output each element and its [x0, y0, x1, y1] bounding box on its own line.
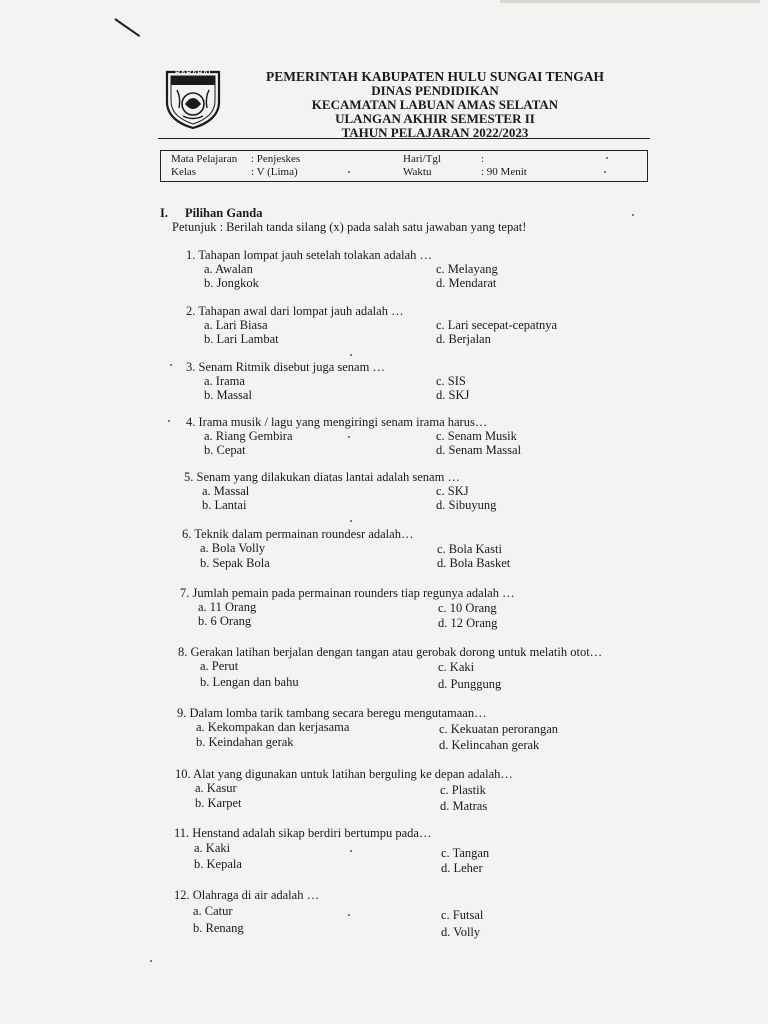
option-c: c. Senam Musik	[436, 429, 517, 443]
mapel-label: Mata Pelajaran	[171, 153, 238, 165]
scan-speck	[150, 960, 152, 962]
scan-speck	[168, 420, 170, 422]
option-c: c. Plastik	[440, 783, 486, 797]
option-c: c. Lari secepat-cepatnya	[436, 318, 558, 332]
waktu-label: Waktu	[403, 166, 432, 178]
option-c: c. Bola Kasti	[437, 542, 502, 556]
scan-speck	[606, 157, 608, 159]
option-d: d. Bola Basket	[437, 556, 511, 570]
scan-speck	[170, 364, 172, 366]
option-c: c. Kaki	[438, 660, 475, 674]
kelas-label: Kelas	[171, 166, 197, 178]
question-stem: 10. Alat yang digunakan untuk latihan berguling ke depan adalah…	[175, 767, 513, 781]
option-d: d. Mendarat	[436, 276, 497, 290]
scan-speck	[604, 171, 606, 173]
option-a: a. Kekompakan dan kerjasama	[196, 720, 350, 734]
question-stem: 9. Dalam lomba tarik tambang secara beregu mengutamaan…	[177, 706, 487, 720]
question-stem: 6. Teknik dalam permainan roundesr adalah…	[182, 527, 414, 541]
option-b: b. Lari Lambat	[204, 332, 279, 346]
option-a: a. 11 Orang	[198, 600, 257, 614]
logo-text: BARABAI	[175, 70, 211, 77]
option-b: b. 6 Orang	[198, 614, 252, 628]
option-c: c. Tangan	[441, 846, 490, 860]
question-stem: 1. Tahapan lompat jauh setelah tolakan adalah …	[186, 248, 433, 262]
option-b: b. Lantai	[202, 498, 247, 512]
question-stem: 5. Senam yang dilakukan diatas lantai adalah senam …	[184, 470, 460, 484]
option-d: d. Senam Massal	[436, 443, 522, 457]
scan-speck	[348, 436, 350, 438]
option-d: d. SKJ	[436, 388, 470, 402]
option-c: c. Futsal	[441, 908, 484, 922]
option-a: a. Kaki	[194, 841, 231, 855]
option-a: a. Bola Volly	[200, 541, 266, 555]
letterhead	[240, 70, 630, 140]
header-line-2: DINAS PENDIDIKAN	[371, 83, 499, 98]
header-line-3: KECAMATAN LABUAN AMAS SELATAN	[311, 97, 559, 112]
waktu-value: : 90 Menit	[481, 166, 527, 178]
option-b: b. Cepat	[204, 443, 246, 457]
instruction-text: Petunjuk : Berilah tanda silang (x) pada salah satu jawaban yang tepat!	[172, 220, 527, 234]
scan-speck	[350, 850, 352, 852]
scan-speck	[348, 914, 350, 916]
scan-speck	[350, 520, 352, 522]
option-b: b. Massal	[204, 388, 252, 402]
header-line-4: ULANGAN AKHIR SEMESTER II	[335, 111, 535, 126]
pen-mark	[114, 18, 140, 37]
option-c: c. Kekuatan perorangan	[439, 722, 559, 736]
option-c: c. SKJ	[436, 484, 469, 498]
hari-label: Hari/Tgl	[403, 153, 441, 165]
scan-speck	[350, 354, 352, 356]
scan-smudge	[500, 0, 760, 3]
question-stem: 8. Gerakan latihan berjalan dengan tangan atau gerobak dorong untuk melatih otot…	[178, 645, 603, 659]
exam-info-box	[160, 150, 648, 182]
question-stem: 12. Olahraga di air adalah …	[174, 888, 320, 902]
option-d: d. 12 Orang	[438, 616, 498, 630]
option-b: b. Kepala	[194, 857, 242, 871]
kelas-value: : V (Lima)	[251, 166, 298, 178]
option-c: c. Melayang	[436, 262, 498, 276]
option-b: b. Karpet	[195, 796, 242, 810]
section-title: Pilihan Ganda	[185, 206, 263, 220]
option-b: b. Jongkok	[204, 276, 259, 290]
option-d: d. Kelincahan gerak	[439, 738, 540, 752]
option-d: d. Punggung	[438, 677, 502, 691]
option-b: b. Renang	[193, 921, 244, 935]
question-stem: 11. Henstand adalah sikap berdiri bertumpu pada…	[174, 826, 432, 840]
option-c: c. SIS	[436, 374, 466, 388]
option-d: d. Sibuyung	[436, 498, 497, 512]
header-rule	[158, 138, 650, 139]
hari-value: :	[481, 153, 485, 165]
option-a: a. Awalan	[204, 262, 253, 276]
question-stem: 4. Irama musik / lagu yang mengiringi senam irama harus…	[186, 415, 488, 429]
question-stem: 3. Senam Ritmik disebut juga senam …	[186, 360, 385, 374]
option-d: d. Volly	[441, 925, 481, 939]
option-a: a. Irama	[204, 374, 245, 388]
section-number: I.	[160, 206, 168, 220]
option-a: a. Riang Gembira	[204, 429, 293, 443]
option-d: d. Berjalan	[436, 332, 491, 346]
option-c: c. 10 Orang	[438, 601, 497, 615]
mapel-value: : Penjeskes	[251, 153, 301, 165]
option-a: a. Perut	[200, 659, 239, 673]
header-line-5: TAHUN PELAJARAN 2022/2023	[341, 125, 529, 140]
option-a: a. Lari Biasa	[204, 318, 268, 332]
question-stem: 7. Jumlah pemain pada permainan rounders tiap regunya adalah …	[180, 586, 515, 600]
header-line-1: PEMERINTAH KABUPATEN HULU SUNGAI TENGAH	[265, 69, 605, 84]
option-a: a. Kasur	[195, 781, 237, 795]
option-b: b. Sepak Bola	[200, 556, 270, 570]
option-a: a. Catur	[193, 904, 233, 918]
option-b: b. Lengan dan bahu	[200, 675, 299, 689]
option-b: b. Keindahan gerak	[196, 735, 294, 749]
question-stem: 2. Tahapan awal dari lompat jauh adalah …	[186, 304, 404, 318]
option-d: d. Leher	[441, 861, 483, 875]
option-a: a. Massal	[202, 484, 250, 498]
scan-speck	[348, 171, 350, 173]
option-d: d. Matras	[440, 799, 488, 813]
scan-speck	[632, 214, 634, 216]
